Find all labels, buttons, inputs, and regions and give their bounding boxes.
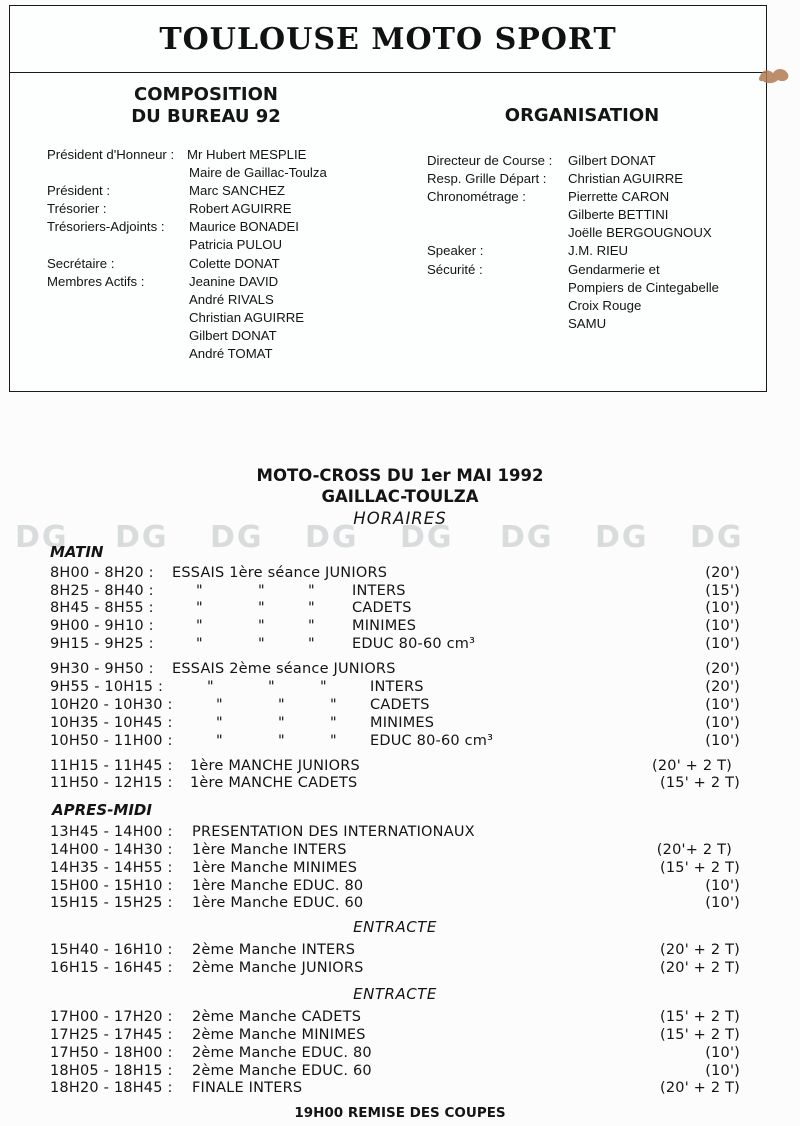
organisation-value: Pompiers de Cintegabelle — [568, 280, 720, 295]
schedule-row — [50, 942, 740, 960]
bureau-value: Patricia PULOU — [189, 237, 283, 252]
entracte-label: ENTRACTE — [353, 985, 437, 1003]
ditto-mark: " — [330, 697, 337, 713]
ditto-mark: " — [196, 583, 203, 599]
program-page: DG DG DG DG DG DG DG DG TOULOUSE MOTO SPORT COMPOSITION DU BUREAU 92 ORGANISATION Président d'Honneur : Mr Hubert MESPLIE Maire de Gaillac-Toulza Président : Marc SANCHEZ Trésorier : Robert AGUIRRE Trésoriers-Adjoints : Maurice BONADEI Patricia PULOU Secrétaire : Colette DONAT Membres Actifs : Jeanine DAVID André RIVALS Christian AGUIRRE Gilbert DONAT André TOMAT Directeur de Course : Gilbert DONAT Resp. Grille Départ : Christian AGUIRRE Chronométrage : Pierrette CARON Gilberte BETTINI Joëlle BERGOUGNOUX Speaker : J.M. RIEU Sécurité : Gendarmerie et Pompiers de Cintegabelle Croix Rouge SAMU MOTO-CROSS DU 1er MAI 1992 GAILLAC-TOULZA HORAIRES MATIN 8H00 - 8H20 : ESSAIS 1ère séance JUNIORS (20') 8H25 - 8H40 : " " " INTERS (15') 8H45 - 8H55 : " " " CADETS (10') 9H00 - 9H10 : " " " MINIMES (10') 9H15 - 9H25 : " " " EDUC 80-60 cm³ (10') 9H30 - 9H50 : ESSAIS 2ème séance JUNIORS (20') 9H55 - 10H15 : " " " INTERS (20') 10H20 - 10H30 : " " " CADETS (10') 10H35 - 10H45 : " " " MINIMES (10') 10H50 - 11H00 : " " " EDUC 80-60 cm³ (10') 11H15 - 11H45 : 1ère MANCHE JUNIORS (20' + 2 T) 11H50 - 12H15 : 1ère MANCHE CADETS (15' + 2 T) APRES-MIDI 13H45 - 14H00 : PRESENTATION DES INTERNATIONAUX 14H00 - 14H30 : 1ère Manche INTERS (20'+ 2 T) 14H35 - 14H55 : 1ère Manche MINIMES (15' + 2 T) 15H00 - 15H10 : 1ère Manche EDUC. 80 (10') 15H15 - 15H25 : 1ère Manche EDUC. 60 (10') ENTRACTE 15H40 - 16H10 : 2ème Manche INTERS (20' + 2 T) 16H15 - 16H45 : 2ème Manche JUNIORS (20' + 2 T) ENTRACTE 17H00 - 17H20 : 2ème Manche CADETS (15' + 2 T) 17H25 - 17H45 : 2ème Manche MINIMES (15' + 2 T) 17H50 - 18H00 : 2ème Manche EDUC. 80 (10') 18H05 - 18H15 : 2ème Manche EDUC. 60 (10') 18H20 - 18H45 : FINALE INTERS (20' + 2 T) 19H00 REMISE DES COUPES — [0, 0, 800, 1126]
row-duration: (20') — [705, 661, 740, 677]
bureau-label: Secrétaire : — [47, 256, 115, 271]
bureau-value: Jeanine DAVID — [189, 274, 279, 289]
schedule-row — [50, 1045, 740, 1063]
row-event: 2ème Manche EDUC. 80 — [192, 1045, 372, 1061]
row-event: ESSAIS 2ème séance JUNIORS — [172, 661, 396, 677]
organisation-label: Speaker : — [427, 243, 484, 258]
bureau-label: Trésoriers-Adjoints : — [47, 219, 165, 234]
ditto-mark: " — [330, 715, 337, 731]
row-duration: (10') — [705, 618, 740, 634]
row-event: INTERS — [370, 679, 424, 695]
organisation-label: Directeur de Course : — [427, 153, 553, 168]
bureau-value: Colette DONAT — [189, 256, 280, 271]
row-time: 15H40 - 16H10 : — [50, 942, 173, 958]
row-time: 17H00 - 17H20 : — [50, 1009, 173, 1025]
ditto-mark: " — [308, 636, 315, 652]
row-time: 17H50 - 18H00 : — [50, 1045, 173, 1061]
row-event: INTERS — [352, 583, 406, 599]
bureau-value: Christian AGUIRRE — [189, 310, 305, 325]
ditto-mark: " — [196, 636, 203, 652]
ditto-mark: " — [278, 697, 285, 713]
row-duration: (10') — [705, 636, 740, 652]
ditto-mark: " — [207, 679, 214, 695]
title-band — [10, 6, 766, 73]
row-duration: (10') — [705, 1045, 740, 1061]
organisation-value: Gilberte BETTINI — [568, 207, 669, 222]
bureau-value: André RIVALS — [189, 292, 274, 307]
row-time: 9H15 - 9H25 : — [50, 636, 154, 652]
row-event: ESSAIS 1ère séance JUNIORS — [172, 565, 388, 581]
row-duration: (20') — [705, 679, 740, 695]
organisation-label: Sécurité : — [427, 262, 483, 277]
row-duration: (10') — [705, 733, 740, 749]
row-event: 2ème Manche EDUC. 60 — [192, 1063, 372, 1079]
row-time: 15H00 - 15H10 : — [50, 878, 173, 894]
ditto-mark: " — [308, 618, 315, 634]
row-event: 1ère Manche INTERS — [192, 842, 347, 858]
row-time: 15H15 - 15H25 : — [50, 895, 173, 911]
ditto-mark: " — [216, 697, 223, 713]
schedule-row — [50, 824, 740, 842]
organisation-value: Pierrette CARON — [568, 189, 670, 204]
bureau-value: Gilbert DONAT — [189, 328, 277, 343]
row-event: 2ème Manche INTERS — [192, 942, 356, 958]
row-duration: (10') — [705, 697, 740, 713]
row-time: 10H35 - 10H45 : — [50, 715, 173, 731]
ditto-mark: " — [268, 679, 275, 695]
header-box — [9, 5, 767, 392]
bureau-heading — [106, 84, 306, 128]
ditto-mark: " — [196, 618, 203, 634]
row-duration: (10') — [705, 600, 740, 616]
row-time: 16H15 - 16H45 : — [50, 960, 173, 976]
schedule-row — [50, 1027, 740, 1045]
bureau-heading-line2: DU BUREAU 92 — [131, 106, 281, 127]
bureau-label: Président : — [47, 183, 111, 198]
ditto-mark: " — [278, 733, 285, 749]
schedule-row — [50, 565, 740, 583]
organisation-label: Resp. Grille Départ : — [427, 171, 547, 186]
row-event: MINIMES — [370, 715, 435, 731]
schedule-row — [50, 1063, 740, 1081]
ditto-mark: " — [258, 618, 265, 634]
section-matin: MATIN — [50, 543, 104, 561]
closing-ceremony: 19H00 REMISE DES COUPES — [294, 1105, 506, 1121]
ditto-mark: " — [330, 733, 337, 749]
schedule-row — [50, 618, 740, 636]
row-duration: (10') — [705, 715, 740, 731]
schedule-row — [50, 636, 740, 654]
row-time: 9H55 - 10H15 : — [50, 679, 164, 695]
ditto-mark: " — [216, 733, 223, 749]
row-event: 1ère Manche EDUC. 60 — [192, 895, 364, 911]
schedule-subtitle: HORAIRES — [353, 509, 447, 528]
row-event: EDUC 80-60 cm³ — [352, 636, 476, 652]
schedule-row — [50, 1009, 740, 1027]
row-duration: (15' + 2 T) — [659, 775, 740, 791]
row-duration: (10') — [705, 878, 740, 894]
organisation-value: Christian AGUIRRE — [568, 171, 684, 186]
ditto-mark: " — [196, 600, 203, 616]
bureau-heading-line1: COMPOSITION — [134, 84, 278, 105]
bureau-value: André TOMAT — [189, 346, 273, 361]
schedule-row — [50, 758, 740, 776]
section-apres-midi: APRES-MIDI — [52, 801, 152, 819]
row-event: 1ère Manche MINIMES — [192, 860, 358, 876]
row-time: 13H45 - 14H00 : — [50, 824, 173, 840]
organisation-value: Joëlle BERGOUGNOUX — [568, 225, 712, 240]
schedule-row — [50, 679, 740, 697]
schedule-row — [50, 733, 740, 751]
row-time: 8H45 - 8H55 : — [50, 600, 154, 616]
schedule-row — [50, 775, 740, 793]
row-event: CADETS — [370, 697, 430, 713]
bureau-label: Trésorier : — [47, 201, 107, 216]
organisation-label: Chronométrage : — [427, 189, 526, 204]
row-duration: (20' + 2 T) — [659, 1080, 740, 1096]
row-time: 10H50 - 11H00 : — [50, 733, 173, 749]
row-event: FINALE INTERS — [192, 1080, 303, 1096]
bureau-value: Robert AGUIRRE — [189, 201, 292, 216]
schedule-row — [50, 960, 740, 978]
bureau-label: Membres Actifs : — [47, 274, 145, 289]
row-event: 1ère MANCHE JUNIORS — [190, 758, 360, 774]
schedule-row — [50, 878, 740, 896]
ditto-mark: " — [320, 679, 327, 695]
row-duration: (10') — [705, 1063, 740, 1079]
row-time: 14H00 - 14H30 : — [50, 842, 173, 858]
row-time: 17H25 - 17H45 : — [50, 1027, 173, 1043]
organisation-value: Gendarmerie et — [568, 262, 660, 277]
row-duration: (15' + 2 T) — [659, 860, 740, 876]
paper-stain — [757, 64, 791, 86]
row-event: EDUC 80-60 cm³ — [370, 733, 494, 749]
row-time: 9H30 - 9H50 : — [50, 661, 154, 677]
schedule-title: MOTO-CROSS DU 1er MAI 1992 — [256, 466, 544, 485]
bureau-value: Maurice BONADEI — [189, 219, 299, 234]
row-event: 2ème Manche MINIMES — [192, 1027, 366, 1043]
row-time: 9H00 - 9H10 : — [50, 618, 154, 634]
row-duration: (10') — [705, 895, 740, 911]
row-duration: (20'+ 2 T) — [656, 842, 732, 858]
organisation-heading: ORGANISATION — [504, 105, 660, 126]
page-title: TOULOUSE MOTO SPORT — [159, 21, 617, 57]
organisation-value: J.M. RIEU — [568, 243, 629, 258]
schedule-row — [50, 600, 740, 618]
row-duration: (20') — [705, 565, 740, 581]
ditto-mark: " — [216, 715, 223, 731]
schedule-row — [50, 860, 740, 878]
organisation-value: Gilbert DONAT — [568, 153, 656, 168]
ditto-mark: " — [258, 636, 265, 652]
row-time: 11H15 - 11H45 : — [50, 758, 173, 774]
row-time: 11H50 - 12H15 : — [50, 775, 173, 791]
row-duration: (20' + 2 T) — [651, 758, 732, 774]
bureau-value: Marc SANCHEZ — [189, 183, 285, 198]
row-event: 2ème Manche CADETS — [192, 1009, 362, 1025]
ditto-mark: " — [308, 600, 315, 616]
bureau-value: Mr Hubert MESPLIE — [187, 147, 307, 162]
row-duration: (20' + 2 T) — [659, 960, 740, 976]
row-time: 8H25 - 8H40 : — [50, 583, 154, 599]
row-event: PRESENTATION DES INTERNATIONAUX — [192, 824, 475, 840]
bureau-label: Président d'Honneur : — [47, 147, 175, 162]
row-event: MINIMES — [352, 618, 417, 634]
row-time: 18H20 - 18H45 : — [50, 1080, 173, 1096]
row-duration: (15' + 2 T) — [659, 1027, 740, 1043]
schedule-row — [50, 583, 740, 601]
entracte-label: ENTRACTE — [353, 918, 437, 936]
row-event: 1ère MANCHE CADETS — [190, 775, 358, 791]
schedule-row — [50, 1080, 740, 1098]
schedule-row — [50, 842, 740, 860]
schedule-venue: GAILLAC-TOULZA — [321, 487, 479, 506]
ditto-mark: " — [278, 715, 285, 731]
row-event: CADETS — [352, 600, 412, 616]
schedule-row — [50, 697, 740, 715]
ditto-mark: " — [258, 600, 265, 616]
schedule-row — [50, 895, 740, 913]
row-time: 18H05 - 18H15 : — [50, 1063, 173, 1079]
organisation-value: Croix Rouge — [568, 298, 642, 313]
row-time: 10H20 - 10H30 : — [50, 697, 173, 713]
bureau-value: Maire de Gaillac-Toulza — [189, 165, 327, 180]
row-duration: (15' + 2 T) — [659, 1009, 740, 1025]
ditto-mark: " — [258, 583, 265, 599]
row-time: 8H00 - 8H20 : — [50, 565, 154, 581]
row-event: 2ème Manche JUNIORS — [192, 960, 364, 976]
row-time: 14H35 - 14H55 : — [50, 860, 173, 876]
schedule-row — [50, 715, 740, 733]
ditto-mark: " — [308, 583, 315, 599]
schedule-row — [50, 661, 740, 679]
row-duration: (20' + 2 T) — [659, 942, 740, 958]
row-duration: (15') — [705, 583, 740, 599]
row-event: 1ère Manche EDUC. 80 — [192, 878, 364, 894]
organisation-value: SAMU — [568, 316, 607, 331]
